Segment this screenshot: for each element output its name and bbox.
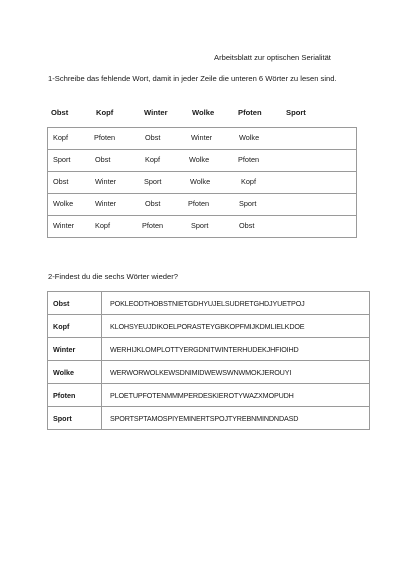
task1-table (47, 127, 357, 238)
word-cell: Sport (144, 177, 162, 186)
word-cell: Pfoten (142, 221, 164, 230)
task1-instruction: 1-Schreibe das fehlende Wort, damit in jeder Zeile die unteren 6 Wörter zu lesen sind. (48, 74, 337, 83)
letter-sequence: WERHIJKLOMPLOTTYERGDNITWINTERHUDEKJHFIOIHD (102, 338, 370, 361)
word-cell: Kopf (53, 133, 69, 142)
task2-table (47, 291, 370, 430)
header-word: Wolke (192, 108, 215, 117)
table-row (48, 315, 370, 338)
word-cell: Obst (239, 221, 255, 230)
target-word: Pfoten (48, 384, 102, 407)
word-cell: Kopf (95, 221, 111, 230)
target-word: Sport (48, 407, 102, 430)
target-word: Winter (48, 338, 102, 361)
word-cell: Sport (239, 199, 257, 208)
word-cell: Sport (191, 221, 209, 230)
word-cell: Winter (191, 133, 213, 142)
table-row (48, 384, 370, 407)
header-word: Winter (144, 108, 168, 117)
header-word: Pfoten (238, 108, 262, 117)
table-row (48, 194, 357, 216)
word-cell: Wolke (239, 133, 260, 142)
word-cell: Wolke (189, 155, 210, 164)
word-cell: Obst (145, 133, 161, 142)
target-word: Wolke (48, 361, 102, 384)
word-cell: Sport (53, 155, 71, 164)
table-row (48, 216, 357, 238)
word-cell: Kopf (145, 155, 161, 164)
word-cell: Obst (53, 177, 69, 186)
table-row (48, 128, 357, 150)
worksheet-title: Arbeitsblatt zur optischen Serialität (214, 53, 331, 62)
table-row (48, 361, 370, 384)
header-word: Kopf (96, 108, 114, 117)
target-word: Obst (48, 292, 102, 315)
table-row (48, 292, 370, 315)
word-cell: Pfoten (94, 133, 116, 142)
letter-sequence: PLOETUPFOTENMMMPERDESKIEROTYWAZXMOPUDH (102, 384, 370, 407)
word-cell: Winter (95, 199, 117, 208)
word-cell: Kopf (241, 177, 257, 186)
table-row (48, 150, 357, 172)
table-row (48, 172, 357, 194)
word-cell: Wolke (53, 199, 74, 208)
letter-sequence: POKLEODTHOBSTNIETGDHYUJELSUDRETGHDJYUETPOJ (102, 292, 370, 315)
letter-sequence: KLOHSYEUJDIKOELPORASTEYGBKOPFMIJKDMLIELKDOE (102, 315, 370, 338)
table-row (48, 338, 370, 361)
word-cell: Obst (145, 199, 161, 208)
word-cell: Wolke (190, 177, 211, 186)
target-word: Kopf (48, 315, 102, 338)
header-word: Sport (286, 108, 306, 117)
word-cell: Obst (95, 155, 111, 164)
letter-sequence: WERWORWOLKEWSDNIMIDWEWSWNWMOKJEROUYI (102, 361, 370, 384)
word-cell: Pfoten (188, 199, 210, 208)
header-word: Obst (51, 108, 69, 117)
word-cell: Winter (53, 221, 75, 230)
letter-sequence: SPORTSPTAMOSPIYEMINERTSPOJTYREBNMINDNDASD (102, 407, 370, 430)
table-row (48, 407, 370, 430)
word-cell: Pfoten (238, 155, 260, 164)
word-cell: Winter (95, 177, 117, 186)
task2-instruction: 2-Findest du die sechs Wörter wieder? (48, 272, 178, 281)
